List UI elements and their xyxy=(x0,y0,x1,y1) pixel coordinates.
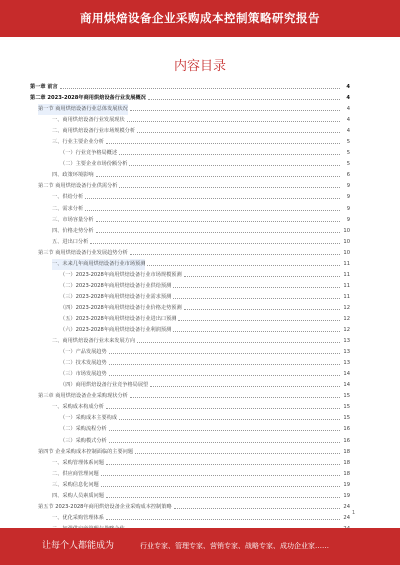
toc-entry-text: （四）2023-2028年商用烘焙设备行业价格走势预测 xyxy=(60,304,182,311)
toc-entry-page: 10 xyxy=(343,227,350,234)
report-header xyxy=(0,0,400,37)
toc-leader-dots xyxy=(85,210,340,211)
toc-entry-page: 12 xyxy=(343,304,350,311)
toc-entry[interactable] xyxy=(30,281,350,292)
toc-entry-page: 11 xyxy=(343,260,350,267)
toc-leader-dots xyxy=(106,497,340,498)
toc-leader-dots xyxy=(109,364,340,365)
toc-entry-text: 四、政策环境影响 xyxy=(52,172,94,179)
toc-entry-text: 三、市场容量分析 xyxy=(52,216,94,223)
toc-entry-page: 24 xyxy=(343,514,350,521)
toc-leader-dots xyxy=(109,353,340,354)
toc-entry-page: 9 xyxy=(346,183,350,190)
toc-leader-dots xyxy=(184,276,340,277)
toc-leader-dots xyxy=(109,375,340,376)
toc-entry[interactable] xyxy=(30,413,350,424)
toc-entry-page: 16 xyxy=(343,437,350,444)
toc-entry-page: 18 xyxy=(343,448,350,455)
toc-leader-dots xyxy=(109,442,340,443)
toc-entry-page: 4 xyxy=(346,128,350,135)
toc-entry-text: 三、采购信息化问题 xyxy=(52,481,99,488)
toc-leader-dots xyxy=(96,176,340,177)
toc-entry-page: 18 xyxy=(343,470,350,477)
toc-entry[interactable] xyxy=(30,248,350,259)
toc-entry-page: 14 xyxy=(343,382,350,389)
toc-entry[interactable] xyxy=(30,380,350,391)
toc-leader-dots xyxy=(106,464,340,465)
toc-entry-text: 第一章 前言 xyxy=(30,84,58,90)
toc-entry-page: 4 xyxy=(346,106,350,113)
toc-entry-text: 第五节 2023-2028年商用烘焙设备企业采购成本控制策略 xyxy=(38,503,172,510)
toc-entry[interactable] xyxy=(30,336,350,347)
toc-entry-page: 4 xyxy=(346,117,350,124)
toc-entry[interactable] xyxy=(30,502,350,513)
toc-leader-dots xyxy=(106,408,340,409)
toc-entry-text: （一）产品发展趋势 xyxy=(60,349,107,356)
toc-entry-text: 第二节 商用烘焙设备行业供需分析 xyxy=(38,183,118,190)
toc-entry-text: （三）2023-2028年商用烘焙设备行业需求预测 xyxy=(60,293,172,300)
toc-entry-page: 10 xyxy=(343,249,350,256)
toc-leader-dots xyxy=(96,221,340,222)
table-of-contents xyxy=(30,82,350,535)
toc-entry-page: 13 xyxy=(343,338,350,345)
toc-entry-page: 13 xyxy=(343,360,350,367)
toc-entry-text: 二、供应商管理问题 xyxy=(52,470,99,477)
toc-entry-text: 一、采购管理体系问题 xyxy=(52,459,104,466)
toc-leader-dots xyxy=(184,309,340,310)
toc-entry[interactable] xyxy=(30,458,350,469)
toc-entry-text: 二、商用烘焙设备行业市场规模分析 xyxy=(52,128,136,135)
toc-entry-text: （一）采购成本主要构成 xyxy=(60,415,118,422)
toc-entry-page: 9 xyxy=(346,216,350,223)
toc-leader-dots xyxy=(119,419,340,420)
toc-entry[interactable] xyxy=(30,170,350,181)
toc-entry[interactable] xyxy=(30,115,350,126)
toc-entry-text: （二）技术发展趋势 xyxy=(60,360,107,367)
toc-entry-page: 5 xyxy=(346,161,350,168)
toc-entry-text: 四、采购人员素质问题 xyxy=(52,492,104,499)
footer-banner xyxy=(0,528,400,565)
toc-entry-text: 一、优化采购管理体系 xyxy=(52,514,104,521)
toc-entry-page: 10 xyxy=(343,238,350,245)
toc-entry-text: 第二章 2023-2028年商用烘焙设备行业发展概况 xyxy=(30,95,146,102)
toc-entry[interactable] xyxy=(30,469,350,480)
toc-entry-text: 二、需求分析 xyxy=(52,205,84,212)
toc-entry-text: 第一节 商用烘焙设备行业总体发展状况 xyxy=(38,104,128,115)
toc-entry-text: （二）2023-2028年商用烘焙设备行业供给预测 xyxy=(60,282,172,289)
toc-entry-text: （三）市场发展趋势 xyxy=(60,371,107,378)
toc-entry[interactable] xyxy=(30,292,350,303)
toc-entry-text: 一、供给分析 xyxy=(52,194,84,201)
toc-entry-text: 四、价格走势分析 xyxy=(52,227,94,234)
toc-entry-text: （一）行业竞争格局概述 xyxy=(60,150,118,157)
toc-entry-page: 4 xyxy=(346,84,350,90)
toc-leader-dots xyxy=(60,88,340,89)
toc-entry-text: （六）2023-2028年商用烘焙设备行业利润预测 xyxy=(60,327,172,334)
toc-entry[interactable] xyxy=(30,358,350,369)
toc-leader-dots xyxy=(96,232,340,233)
toc-entry[interactable] xyxy=(30,314,350,325)
toc-entry[interactable] xyxy=(30,402,350,413)
toc-entry-page: 14 xyxy=(343,371,350,378)
toc-leader-dots xyxy=(173,298,340,299)
toc-leader-dots xyxy=(178,320,340,321)
toc-entry-page: 5 xyxy=(346,150,350,157)
toc-leader-dots xyxy=(174,508,340,509)
toc-entry-text: 第三章 商用烘焙设备企业采购现状分析 xyxy=(38,393,128,400)
toc-leader-dots xyxy=(147,265,340,266)
toc-entry-page: 24 xyxy=(343,503,350,510)
toc-leader-dots xyxy=(129,165,340,166)
footer-slogan-left: 让每个人都能成为 xyxy=(42,541,115,551)
toc-entry[interactable] xyxy=(30,347,350,358)
toc-entry-page: 5 xyxy=(346,139,350,146)
toc-leader-dots xyxy=(130,397,340,398)
toc-entry[interactable] xyxy=(30,82,350,93)
toc-entry[interactable] xyxy=(30,215,350,226)
toc-entry-text: 三、行业主要企业分析 xyxy=(52,139,104,146)
toc-leader-dots xyxy=(101,486,340,487)
toc-entry[interactable] xyxy=(30,447,350,458)
toc-leader-dots xyxy=(173,287,340,288)
footer-slogan-right: 行业专家、管理专家、营销专家、战略专家、成功企业家…… xyxy=(140,542,329,550)
toc-entry-page: 15 xyxy=(343,393,350,400)
toc-entry-text: （一）2023-2028年商用烘焙设备行业市场规模预测 xyxy=(60,271,182,278)
toc-entry[interactable] xyxy=(30,126,350,137)
toc-title: 内容目录 xyxy=(173,59,226,74)
toc-leader-dots xyxy=(150,386,340,387)
toc-entry[interactable] xyxy=(30,159,350,170)
toc-entry-text: 二、商用烘焙设备行业未来发展方向 xyxy=(52,338,136,345)
toc-leader-dots xyxy=(137,342,340,343)
toc-entry[interactable] xyxy=(30,491,350,502)
toc-entry-page: 11 xyxy=(343,271,350,278)
toc-leader-dots xyxy=(106,143,340,144)
toc-entry[interactable] xyxy=(30,513,350,524)
toc-entry-text: 一、未来几年商用烘焙设备行业市场预测 xyxy=(52,259,145,270)
toc-entry-text: （二）采购流程分析 xyxy=(60,426,107,433)
toc-entry-page: 11 xyxy=(343,282,350,289)
toc-leader-dots xyxy=(119,154,340,155)
toc-entry-page: 4 xyxy=(346,95,350,102)
toc-leader-dots xyxy=(101,475,340,476)
toc-entry-page: 19 xyxy=(343,481,350,488)
toc-entry-text: （三）采购模式分析 xyxy=(60,437,107,444)
toc-entry-text: 第三节 商用烘焙设备行业发展趋势分析 xyxy=(38,249,128,256)
toc-entry-page: 6 xyxy=(346,172,350,179)
toc-leader-dots xyxy=(119,187,340,188)
toc-entry-text: （五）2023-2028年商用烘焙设备行业进出口预测 xyxy=(60,315,177,322)
toc-entry[interactable] xyxy=(30,226,350,237)
toc-leader-dots xyxy=(106,519,340,520)
toc-entry-page: 15 xyxy=(343,404,350,411)
toc-entry[interactable] xyxy=(30,436,350,447)
toc-entry[interactable] xyxy=(30,181,350,192)
toc-entry[interactable] xyxy=(30,104,350,115)
toc-entry[interactable] xyxy=(30,148,350,159)
toc-entry-page: 15 xyxy=(343,415,350,422)
toc-leader-dots xyxy=(127,121,340,122)
toc-leader-dots xyxy=(137,132,340,133)
toc-entry[interactable] xyxy=(30,237,350,248)
toc-entry-page: 19 xyxy=(343,492,350,499)
toc-entry[interactable] xyxy=(30,93,350,104)
toc-entry-text: 五、进出口分析 xyxy=(52,238,89,245)
toc-leader-dots xyxy=(130,110,340,111)
toc-entry[interactable] xyxy=(30,137,350,148)
toc-entry-page: 18 xyxy=(343,459,350,466)
toc-entry-text: （四）商用烘焙设备行业竞争格局展望 xyxy=(60,382,149,389)
toc-entry-page: 13 xyxy=(343,349,350,356)
toc-entry-page: 12 xyxy=(343,327,350,334)
toc-entry-text: 第四节 企业采购成本控制面临的主要问题 xyxy=(38,448,134,455)
toc-entry[interactable] xyxy=(30,204,350,215)
toc-entry[interactable] xyxy=(30,192,350,203)
toc-entry[interactable] xyxy=(30,391,350,402)
toc-entry-text: 一、采购成本构成分析 xyxy=(52,404,104,411)
toc-entry[interactable] xyxy=(30,325,350,336)
toc-leader-dots xyxy=(135,453,340,454)
toc-leader-dots xyxy=(85,198,340,199)
toc-entry-page: 11 xyxy=(343,293,350,300)
toc-entry-page: 16 xyxy=(343,426,350,433)
toc-entry[interactable] xyxy=(30,270,350,281)
toc-entry-page: 12 xyxy=(343,315,350,322)
report-title: 商用烘焙设备企业采购成本控制策略研究报告 xyxy=(80,11,320,25)
toc-leader-dots xyxy=(130,254,340,255)
toc-entry-text: （二）主要企业市场份额分析 xyxy=(60,161,128,168)
toc-entry-text: 一、商用烘焙设备行业发展现状 xyxy=(52,117,125,124)
toc-entry[interactable] xyxy=(30,303,350,314)
toc-entry-page: 9 xyxy=(346,205,350,212)
toc-leader-dots xyxy=(109,430,340,431)
toc-leader-dots xyxy=(90,243,340,244)
toc-leader-dots xyxy=(173,331,340,332)
toc-entry-page: 9 xyxy=(346,194,350,201)
page-number: 1 xyxy=(352,510,356,516)
toc-entry[interactable] xyxy=(30,424,350,435)
toc-entry[interactable] xyxy=(30,259,350,270)
toc-entry[interactable] xyxy=(30,369,350,380)
toc-entry[interactable] xyxy=(30,480,350,491)
toc-leader-dots xyxy=(148,99,340,100)
